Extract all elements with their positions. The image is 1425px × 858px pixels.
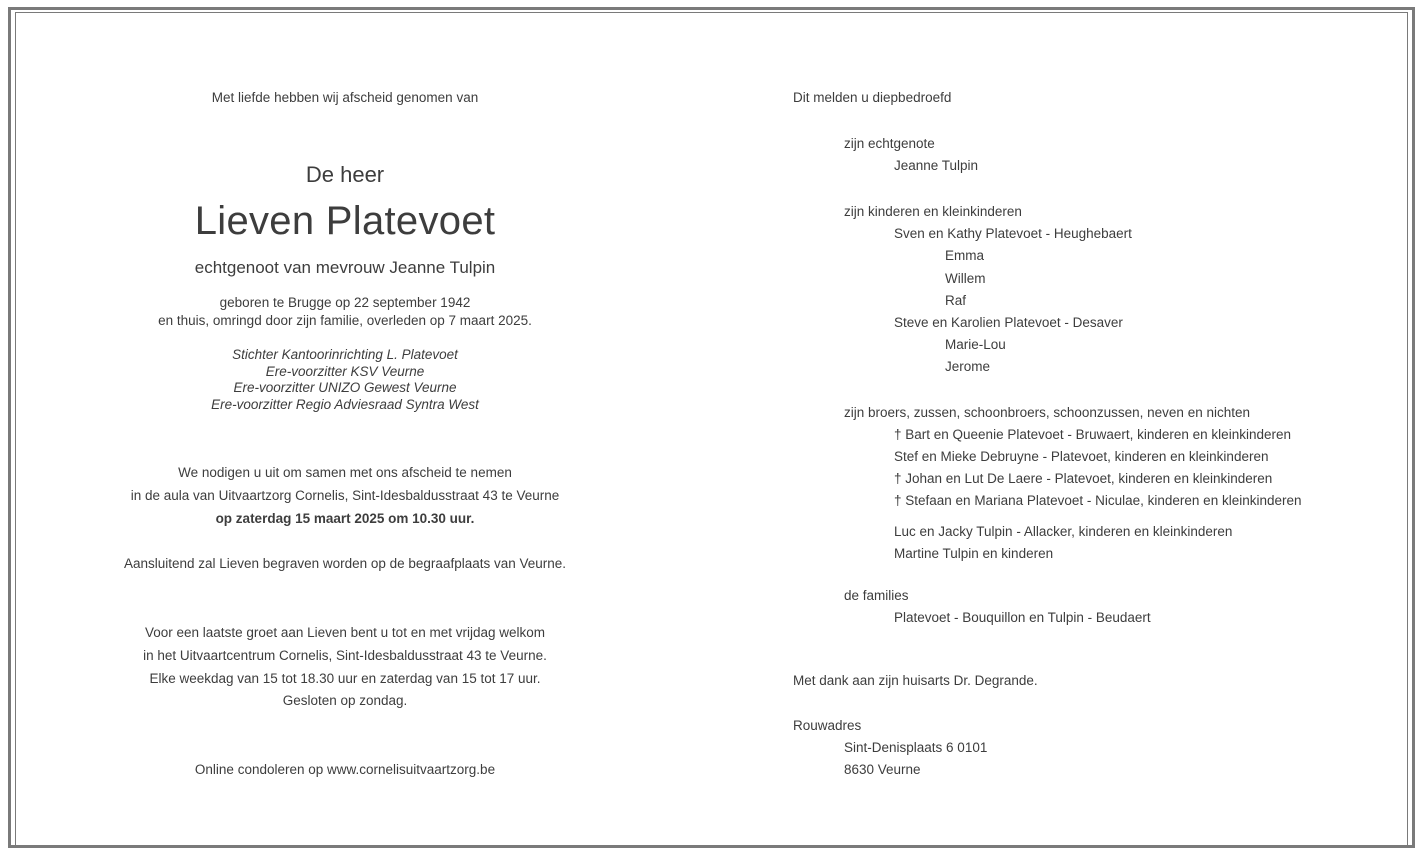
visit-line: Voor een laatste groet aan Lieven bent u tot en met vrijdag welkom bbox=[145, 625, 545, 640]
sibling-line: Luc en Jacky Tulpin - Allacker, kinderen en kleinkinderen bbox=[894, 524, 1233, 539]
visit-line: Gesloten op zondag. bbox=[282, 693, 408, 708]
grandchild-name: Raf bbox=[945, 293, 967, 308]
sibling-line: Martine Tulpin en kinderen bbox=[894, 546, 1054, 561]
grandchild-name: Marie-Lou bbox=[945, 337, 1006, 352]
grandchild-name: Jerome bbox=[945, 359, 991, 374]
children-heading: zijn kinderen en kleinkinderen bbox=[844, 204, 1022, 219]
siblings-heading: zijn broers, zussen, schoonbroers, schoonzussen, neven en nichten bbox=[844, 405, 1250, 420]
online-condolence: Online condoleren op www.cornelisuitvaartzorg.be bbox=[194, 762, 496, 777]
address-line: 8630 Veurne bbox=[844, 762, 921, 777]
address-heading: Rouwadres bbox=[793, 718, 862, 733]
wife-heading: zijn echtgenote bbox=[844, 136, 935, 151]
spouse-line: echtgenoot van mevrouw Jeanne Tulpin bbox=[194, 258, 496, 277]
title-line: Stichter Kantoorinrichting L. Platevoet bbox=[232, 347, 458, 362]
burial-line: Aansluitend zal Lieven begraven worden op de begraafplaats van Veurne. bbox=[123, 556, 567, 571]
honorific: De heer bbox=[305, 162, 385, 187]
title-line: Ere-voorzitter Regio Adviesraad Syntra West bbox=[211, 397, 479, 412]
sibling-line: † Johan en Lut De Laere - Platevoet, kinderen en kleinkinderen bbox=[894, 471, 1273, 486]
families-names: Platevoet - Bouquillon en Tulpin - Beudaert bbox=[894, 610, 1151, 625]
wife-name: Jeanne Tulpin bbox=[894, 158, 979, 173]
child-name: Steve en Karolien Platevoet - Desaver bbox=[894, 315, 1123, 330]
right-intro: Dit melden u diepbedroefd bbox=[793, 90, 952, 105]
ceremony-datetime: op zaterdag 15 maart 2025 om 10.30 uur. bbox=[215, 511, 475, 526]
sibling-line: † Stefaan en Mariana Platevoet - Niculae, kinderen en kleinkinderen bbox=[894, 493, 1302, 508]
died-line: en thuis, omringd door zijn familie, overleden op 7 maart 2025. bbox=[158, 313, 532, 328]
intro-line: Met liefde hebben wij afscheid genomen van bbox=[211, 90, 479, 105]
invite-line: We nodigen u uit om samen met ons afscheid te nemen bbox=[178, 465, 512, 480]
visit-line: Elke weekdag van 15 tot 18.30 uur en zaterdag van 15 tot 17 uur. bbox=[149, 671, 541, 686]
sibling-line: † Bart en Queenie Platevoet - Bruwaert, kinderen en kleinkinderen bbox=[894, 427, 1291, 442]
visit-line: in het Uitvaartcentrum Cornelis, Sint-Idesbaldusstraat 43 te Veurne. bbox=[143, 648, 547, 663]
sibling-line: Stef en Mieke Debruyne - Platevoet, kinderen en kleinkinderen bbox=[894, 449, 1269, 464]
deceased-name: Lieven Platevoet bbox=[194, 199, 496, 243]
child-name: Sven en Kathy Platevoet - Heughebaert bbox=[894, 226, 1132, 241]
invite-line: in de aula van Uitvaartzorg Cornelis, Sint-Idesbaldusstraat 43 te Veurne bbox=[130, 488, 560, 503]
address-line: Sint-Denisplaats 6 0101 bbox=[844, 740, 988, 755]
thanks-line: Met dank aan zijn huisarts Dr. Degrande. bbox=[793, 673, 1038, 688]
grandchild-name: Emma bbox=[945, 248, 985, 263]
title-line: Ere-voorzitter KSV Veurne bbox=[265, 364, 425, 379]
grandchild-name: Willem bbox=[945, 271, 986, 286]
born-line: geboren te Brugge op 22 september 1942 bbox=[219, 295, 471, 310]
families-heading: de families bbox=[844, 588, 909, 603]
title-line: Ere-voorzitter UNIZO Gewest Veurne bbox=[233, 380, 457, 395]
